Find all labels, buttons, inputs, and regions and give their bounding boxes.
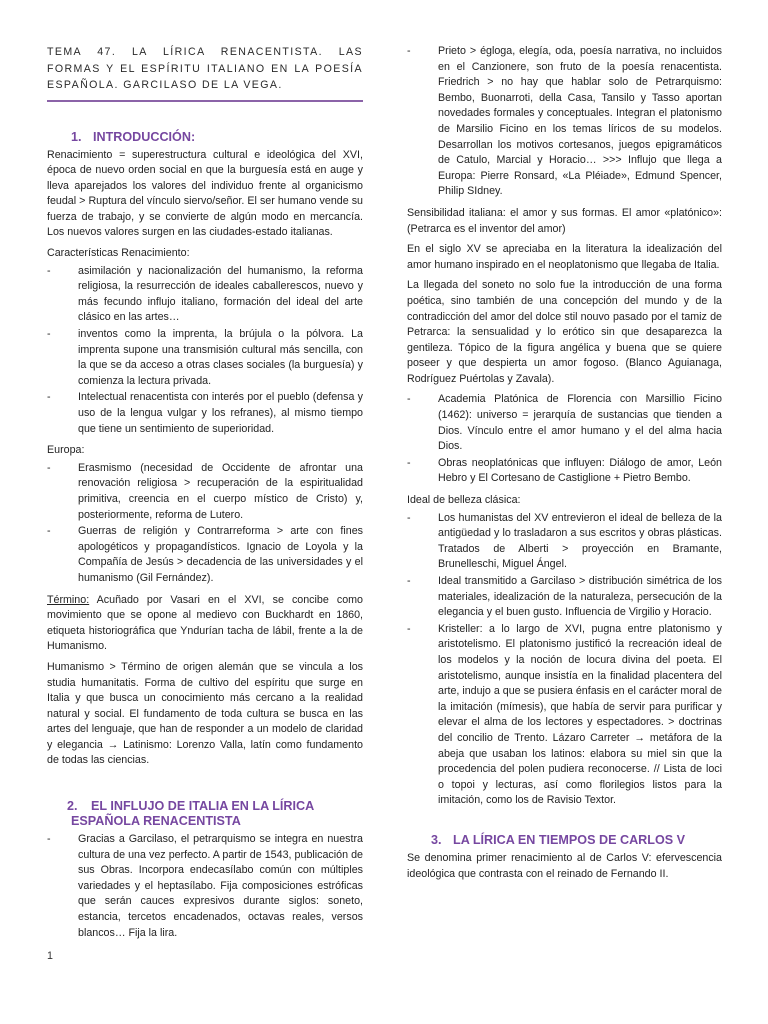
title-divider: [47, 100, 363, 102]
list-item: - Erasmismo (necesidad de Occidente de afrontar una renovación religiosa > recuperación de la espiritualidad primitiva, creencia en el cuerpo místico de Cristo) y, posteriormente, reforma de Lutero.: [47, 461, 363, 521]
list-item: - Los humanistas del XV entrevieron el ideal de belleza de la antigüedad y lo trasladaron a sus escritos y obras plásticas. Tratados de Alberti > proyección en Bramante, Brunelleschi, Miguel Ángel.: [407, 511, 722, 571]
section-title: LA LÍRICA EN TIEMPOS DE CARLOS V: [453, 832, 686, 847]
right-column: [407, 44, 722, 887]
italia-list: [47, 832, 363, 941]
section-heading-1: [47, 130, 363, 145]
paragraph-termino: Término: Acuñado por Vasari en el XVI, se concibe como movimiento que se opone al medievo con Buckhardt en 1860, etiqueta historiográfica que Yndurían tacha de lábil, frente a la de Humanismo.: [47, 593, 363, 653]
document-title: TEMA 47. LA LÍRICA RENACENTISTA. LAS FORMAS Y EL ESPÍRITU ITALIANO EN LA POESÍA ESPAÑOLA. GARCILASO DE LA VEGA.: [47, 46, 363, 91]
page-number: 1: [47, 950, 53, 962]
paragraph-sensibilidad: Sensibilidad italiana: el amor y sus formas. El amor «platónico»: (Petrarca es el inventor del amor): [407, 206, 722, 235]
list-item: - inventos como la imprenta, la brújula o la pólvora. La imprenta supone una transmisión cultural más sencilla, con la que se da acceso a otras clases sociales (la burguesía) y comienza la lectura privada.: [47, 328, 363, 387]
europa-list: [47, 461, 363, 587]
section-heading-3: [407, 833, 722, 848]
paragraph-carlos: Se denomina primer renacimiento al de Carlos V: efervescencia ideológica que contrasta con el reinado de Fernando II.: [407, 851, 722, 880]
section-title: EL INFLUJO DE ITALIA EN LA LÍRICA ESPAÑOLA RENACENTISTA: [71, 799, 314, 829]
section-number: 3.: [431, 832, 442, 847]
list-item: - Ideal transmitido a Garcilaso > distribución simétrica de los materiales, idealización de la naturaleza, persecución de la elegancia y el buen gusto. Influencia de Virgilio y Horacio.: [407, 575, 722, 619]
caracteristicas-list: [47, 264, 363, 438]
list-item: - asimilación y nacionalización del humanismo, la reforma religiosa, la resurrección de ideales caballerescos, nuevo y más fecundo influjo italiano, formación del ideal del arte clásico en las artes…: [47, 264, 363, 324]
list-item: - Intelectual renacentista con interés por el pueblo (defensa y uso de la lengua vulgar y los refranes), al mismo tiempo que tiene un sentimiento de superioridad.: [47, 391, 363, 435]
list-item: - Obras neoplatónicas que influyen: Diálogo de amor, León Hebro y El Cortesano de Castiglione + Pietro Bembo.: [407, 456, 722, 485]
section-number: 1.: [71, 129, 82, 144]
list-item: - Guerras de religión y Contrarreforma > arte con fines apologéticos y propagandísticos. Ignacio de Loyola y la Compañía de Jesús > decadencia de las universidades y el humanismo (Gil Fernández).: [47, 525, 363, 584]
paragraph-siglo-xv: En el siglo XV se apreciaba en la literatura la idealización del amor humano inspirado en el neoplatonismo que llegaba de Italia.: [407, 243, 722, 271]
academia-list: [407, 392, 722, 487]
list-item: - Prieto > égloga, elegía, oda, poesía narrativa, no incluidos en el Canzionere, son fruto de la poesía renacentista. Friedrich > no hay que hablar solo de Petrarquismo: Bembo, Buonarroti, della Casa, Tansilo y Tasso aportan novedades formales y conceptuales. Integran el platonismo de Marsilio Ficino en los temas líricos de su modelos. Desarrollan los motivos cortesanos, juegos epigramáticos de Catulo, Marcial y Horacio… >>> Influjo que llega a Europa: Pierre Ronsard, «La Pléiade», Edmund Spencer, Philip SIdney.: [407, 45, 722, 198]
paragraph-soneto: La llegada del soneto no solo fue la introducción de una forma poética, sino también de una concepción del mundo y de la contradicción del amor del dolce stil nouvo pasado por el tamiz de Petrarca: la sensualidad y lo erótico sin que desaparezca la gentileza. Tópico de la figura angélica y buena que se quiere poseer y que despierta un amor fogoso. (Blanco Aguianaga, Rodríguez Puértolas y Zavala).: [407, 279, 722, 385]
paragraph-intro: Renacimiento = superestructura cultural e ideológica del XVI, época de nuevo orden social en que la burguesía está en auge y lleva aparejados los valores del individuo frente al organicismo feudal > Ruptura del vínculo siervo/señor. El ser humano vende su fuerza de trabajo, y se convierte de algún modo en mercancía. Los nuevos valores surgen en las ciudades-estado italianas.: [47, 148, 363, 239]
ideal-list: [407, 511, 722, 809]
caracteristicas-label: Características Renacimiento:: [47, 247, 190, 260]
europa-label: Europa:: [47, 444, 85, 457]
list-item: - Gracias a Garcilaso, el petrarquismo se integra en nuestra cultura de una vez perfecto. A partir de 1543, publicación de sus Obras. Incorpora endecasílabo común con múltiples variedades y el heptasílabo. Fija composiciones estróficas que serán cauces expresivos durante siglos: soneto, estancia, tercetos encadenados, octavas reales, versos blancos… Fija la lira.: [47, 833, 363, 939]
left-column: [47, 44, 363, 947]
paragraph-humanismo: Humanismo > Término de origen alemán que se vincula a los studia humanitatis. Forma de cultivo del espíritu que surge en Italia y que busca un conocimiento más cercano a la realidad natural y social. El fundamento de toda cultura se busca en las artes del lenguaje, que han de responder a un modelo de claridad y elegancia → Latinismo: Lorenzo Valla, latín como fundamento de todas las ciencias.: [47, 660, 363, 767]
section-heading-2: [47, 799, 363, 829]
influjo-list: [407, 44, 722, 200]
section-title: INTRODUCCIÓN:: [93, 129, 196, 144]
termino-label: Término:: [47, 593, 90, 606]
section-number: 2.: [67, 799, 78, 814]
ideal-label: Ideal de belleza clásica:: [407, 494, 521, 507]
list-item: - Kristeller: a lo largo de XVI, pugna entre platonismo y aristotelismo. El platonismo justificó la recreación ideal de los modelos y la noción de locura divina del poeta. El aristotelismo, aunque insistía en la finalidad placentera del arte, indujo a que se pusiera énfasis en el carácter moral de la imitación (mímesis), que había de servir para purificar y elevar el alma de los lectores y espectadores. > doctrinas del concilio de Trento. Lázaro Carreter → metáfora de la abeja que usaban los latinos: elabora su miel sin que la procedencia del polen pudiera reconocerse. // Lista de loci o topoi y lecturas, así como florilegios listos para la imitación, como los de Ravisio Textor.: [407, 622, 722, 807]
list-item: - Academia Platónica de Florencia con Marsillio Ficino (1462): universo = jerarquía de sustancias que tienden a Dios. Vínculo entre el amor humano y el del alma hacia Dios.: [407, 393, 722, 453]
